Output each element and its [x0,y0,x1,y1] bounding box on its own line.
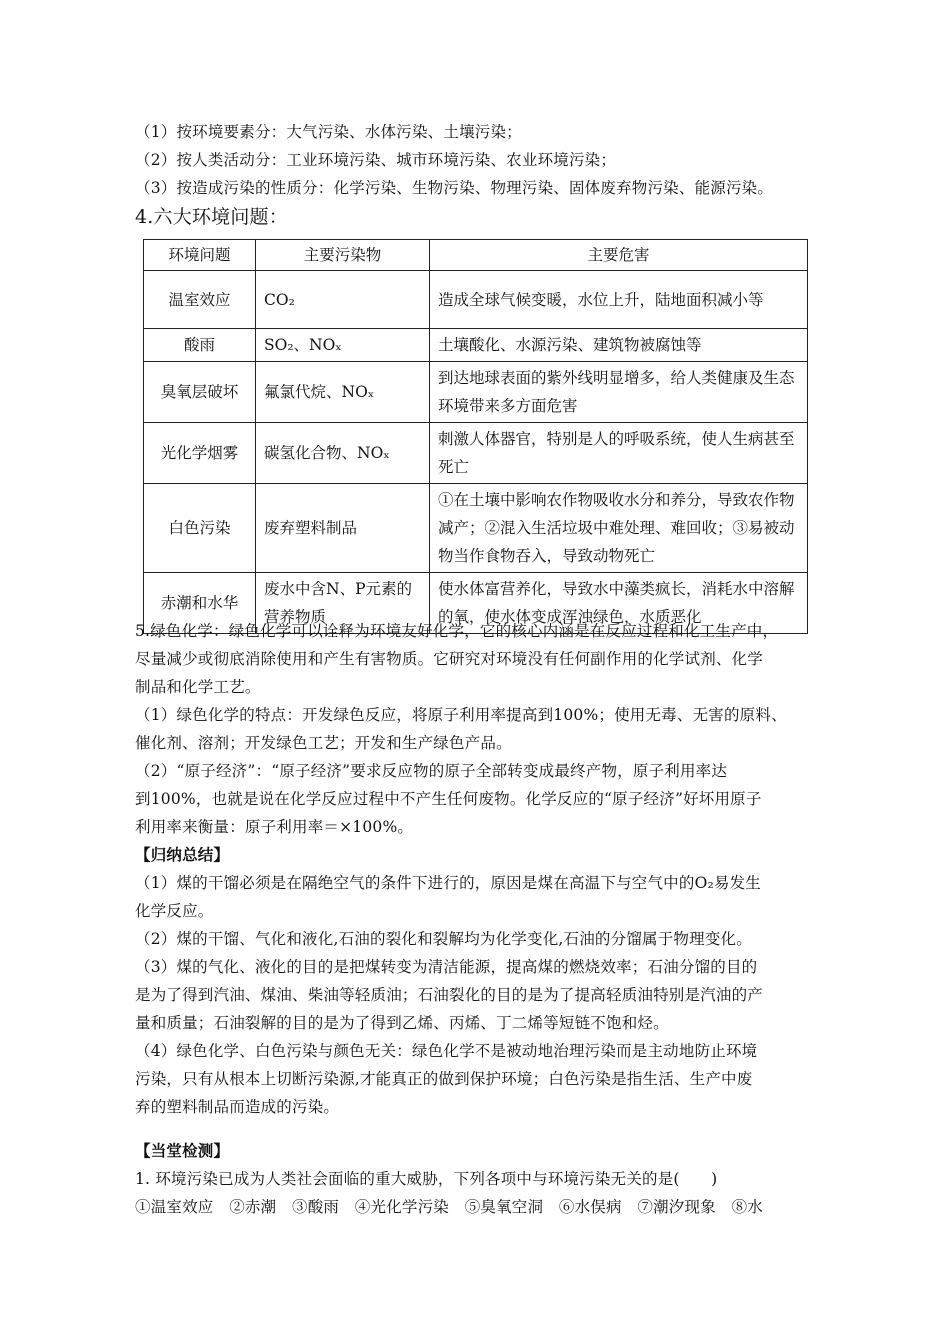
environment-problems-table [143,239,808,634]
table-row [144,271,808,329]
table-header-row [144,240,808,271]
pollutant-cell: CO₂ [256,271,430,329]
question-text: 1. 环境污染已成为人类社会面临的重大威胁，下列各项中与环境污染无关的是( ) [135,1170,718,1188]
pollutant-cell: 废水中含N、P元素的营养物质 [256,573,430,634]
text-line: （2）按人类活动分：工业环境污染、城市环境污染、农业环境污染； [135,151,617,169]
text-line: （3）按造成污染的性质分：化学污染、生物污染、物理污染、固体废弃物污染、能源污染。 [135,179,774,197]
text-line: 是为了得到汽油、煤油、柴油等轻质油；石油裂化的目的是为了提高轻质油特别是汽油的产 [135,986,764,1004]
problem-cell: 温室效应 [144,271,256,329]
text-line: 5.绿色化学：绿色化学可以诠释为环境友好化学，它的核心内涵是在反应过程和化工生产中， [135,622,779,640]
harm-cell: 造成全球气候变暖，水位上升，陆地面积减小等 [430,271,808,329]
pollutant-cell: 废弃塑料制品 [256,484,430,573]
harm-cell: 到达地球表面的紫外线明显增多，给人类健康及生态环境带来多方面危害 [430,362,808,423]
summary-heading: 【归纳总结】 [135,845,230,864]
problem-cell: 酸雨 [144,329,256,362]
harm-cell: 使水体富营养化，导致水中藻类疯长，消耗水中溶解的氧，使水体变成浑浊绿色，水质恶化 [430,573,808,634]
header-cell: 环境问题 [144,240,256,271]
problem-cell: 赤潮和水华 [144,573,256,634]
harm-cell: ①在土壤中影响农作物吸收水分和养分，导致农作物减产；②混入生活垃圾中难处理、难回收；③易被动物当作食物吞入，导致动物死亡 [430,484,808,573]
text-line: 催化剂、溶剂；开发绿色工艺；开发和生产绿色产品。 [135,734,512,752]
text-line: 到100%，也就是说在化学反应过程中不产生任何废物。化学反应的“原子经济”好坏用原子 [135,790,762,808]
pollutant-cell: SO₂、NOₓ [256,329,430,362]
table-row [144,329,808,362]
table-row [144,362,808,423]
problem-cell: 光化学烟雾 [144,423,256,484]
text-line: （4）绿色化学、白色污染与颜色无关：绿色化学不是被动地治理污染而是主动地防止环境 [135,1042,758,1060]
text-line: 量和质量；石油裂解的目的是为了得到乙烯、丙烯、丁二烯等短链不饱和烃。 [135,1014,669,1032]
text-line: 化学反应。 [135,902,214,920]
header-cell: 主要污染物 [256,240,430,271]
text-line: （2）“原子经济”：“原子经济”要求反应物的原子全部转变成最终产物，原子利用率达 [135,762,728,780]
harm-cell: 刺激人体器官，特别是人的呼吸系统，使人生病甚至死亡 [430,423,808,484]
text-line: 尽量减少或彻底消除使用和产生有害物质。它研究对环境没有任何副作用的化学试剂、化学 [135,650,764,668]
table-row [144,423,808,484]
text-line: （1）煤的干馏必须是在隔绝空气的条件下进行的，原因是煤在高温下与空气中的O₂易发生 [135,874,761,892]
text-line: 污染，只有从根本上切断污染源,才能真正的做到保护环境；白色污染是指生活、生产中废 [135,1070,753,1088]
text-line: 弃的塑料制品而造成的污染。 [135,1098,340,1116]
text-line: （3）煤的气化、液化的目的是把煤转变为清洁能源，提高煤的燃烧效率；石油分馏的目的 [135,958,758,976]
table-row [144,484,808,573]
header-cell: 主要危害 [430,240,808,271]
text-line: 利用率来衡量：原子利用率＝×100%。 [135,818,414,836]
text-line: （1）绿色化学的特点：开发绿色反应，将原子利用率提高到100%；使用无毒、无害的原料、 [135,706,787,724]
pollutant-cell: 碳氢化合物、NOₓ [256,423,430,484]
text-line: （1）按环境要素分：大气污染、水体污染、土壤污染； [135,123,522,141]
text-line: 制品和化学工艺。 [135,678,261,696]
harm-cell: 土壤酸化、水源污染、建筑物被腐蚀等 [430,329,808,362]
problem-cell: 臭氧层破坏 [144,362,256,423]
text-line: （2）煤的干馏、气化和液化,石油的裂化和裂解均为化学变化,石油的分馏属于物理变化。 [135,930,752,948]
problem-cell: 白色污染 [144,484,256,573]
test-heading: 【当堂检测】 [135,1141,230,1160]
question-options: ①温室效应 ②赤潮 ③酸雨 ④光化学污染 ⑤臭氧空洞 ⑥水俣病 ⑦潮汐现象 ⑧水 [135,1198,764,1216]
pollutant-cell: 氟氯代烷、NOₓ [256,362,430,423]
section-heading: 4.六大环境问题： [135,206,288,228]
